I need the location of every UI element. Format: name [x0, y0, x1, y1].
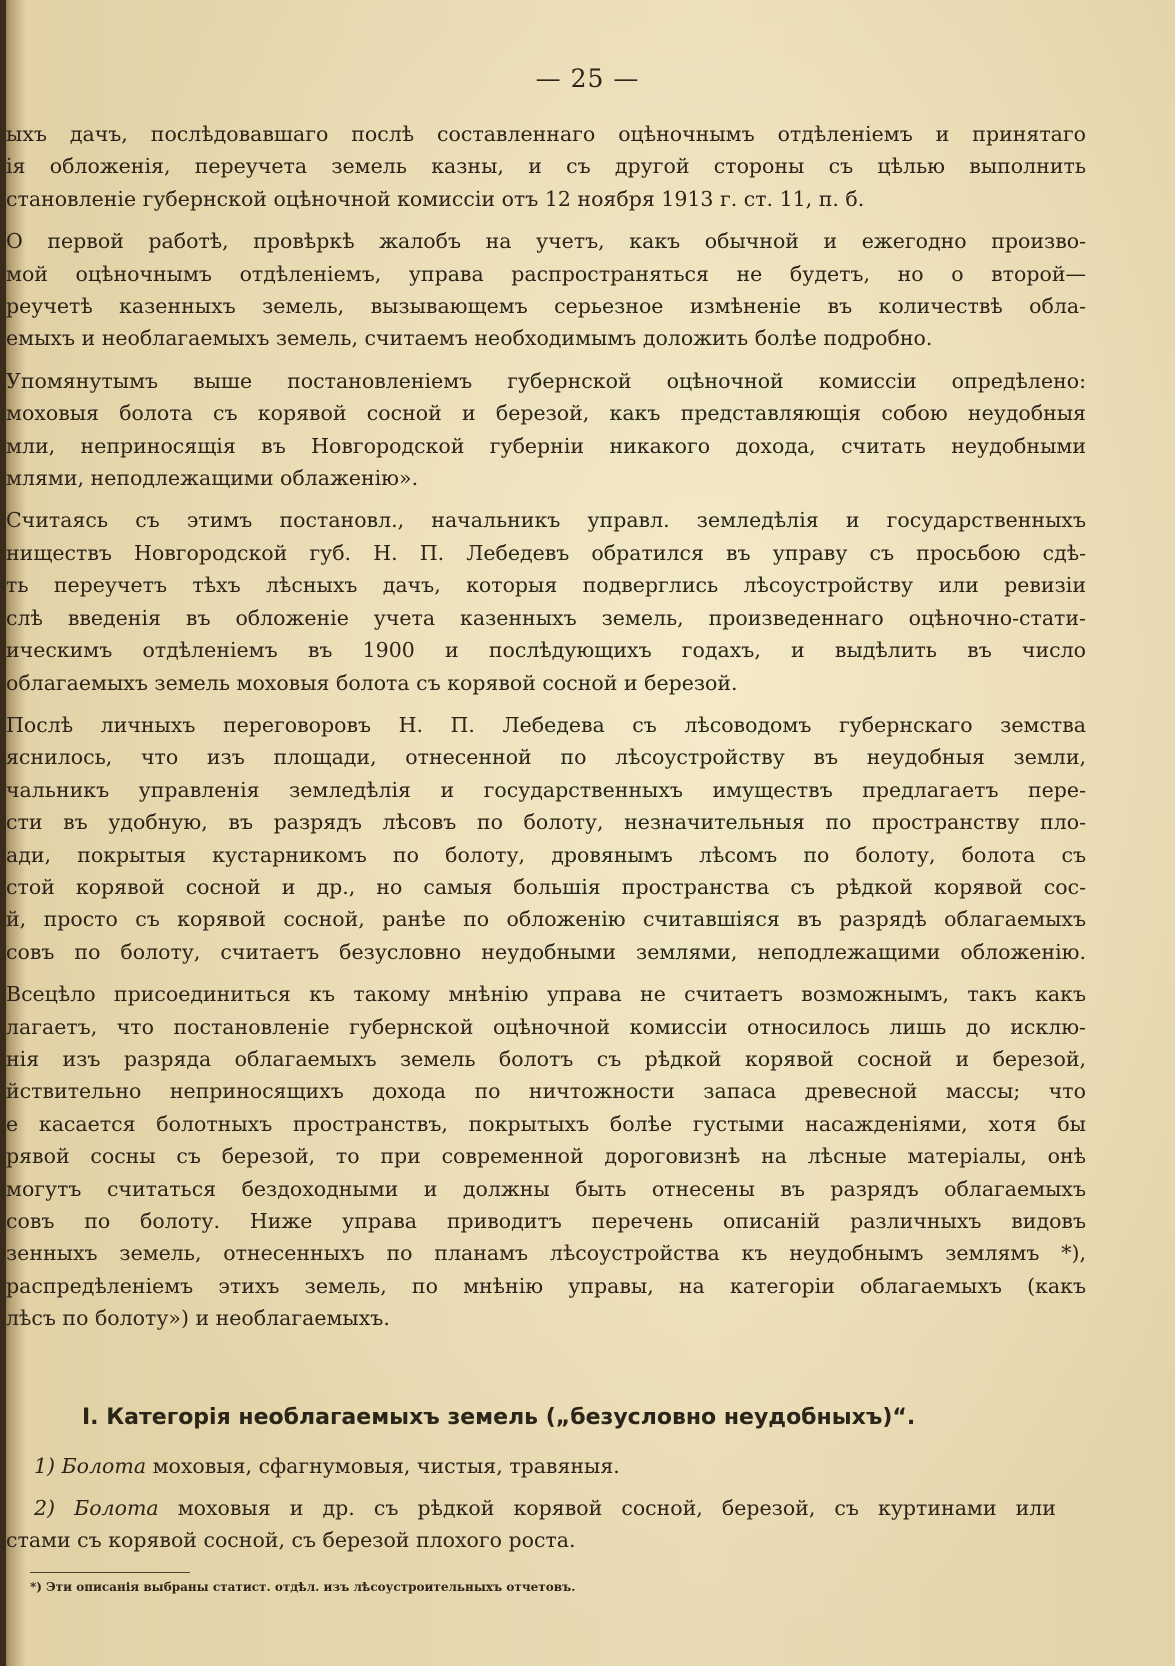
- text-line: могутъ считаться бездоходными и должны быть отнесены въ разрядъ облагаемыхъ: [6, 1176, 1086, 1201]
- list-item-line: [6, 1492, 1056, 1524]
- footnote-rule: [30, 1572, 190, 1573]
- text-line: емыхъ и необлагаемыхъ земель, считаемъ необходимымъ доложить болѣе подробно.: [6, 326, 933, 351]
- category-list: [6, 1450, 1086, 1556]
- text-line: мой оцѣночнымъ отдѣленіемъ, управа распространяться не будетъ, но о второй—: [6, 261, 1086, 286]
- text-line: Всецѣло присоединиться къ такому мнѣнію управа не считаетъ возможнымъ, такъ какъ: [6, 982, 1086, 1007]
- text-line: Послѣ личныхъ переговоровъ Н. П. Лебедева съ лѣсоводомъ губернскаго земства: [6, 712, 1086, 737]
- text-line: сти въ удобную, въ разрядъ лѣсовъ по болоту, незначительныя по пространству пло-: [6, 810, 1086, 835]
- list-item-text: моховыя и др. съ рѣдкой корявой сосной, березой, съ куртинами или: [177, 1496, 1056, 1520]
- text-line: Упомянутымъ выше постановленіемъ губернской оцѣночной комиссіи опредѣлено:: [6, 368, 1086, 393]
- paragraph: [6, 365, 1086, 495]
- body-text: [6, 118, 1086, 1345]
- text-line: Считаясь съ этимъ постановл., начальникъ управл. земледѣлія и государственныхъ: [6, 508, 1086, 533]
- text-line: рявой сосны съ березой, то при современной дороговизнѣ на лѣсные матеріалы, онѣ: [6, 1144, 1086, 1169]
- text-line: О первой работѣ, провѣркѣ жалобъ на учетъ, какъ обычной и ежегодно произво-: [6, 229, 1086, 254]
- text-line: становленіе губернской оцѣночной комиссіи отъ 12 ноября 1913 г. ст. 11, п. б.: [6, 186, 865, 211]
- text-line: стой корявой сосной и др., но самыя большія пространства съ рѣдкой корявой сос-: [6, 874, 1086, 899]
- text-line: ади, покрытыя кустарникомъ по болоту, дровянымъ лѣсомъ по болоту, болота съ: [6, 842, 1086, 867]
- text-line: лагаетъ, что постановленіе губернской оцѣночной комиссіи относилось лишь до исклю-: [6, 1014, 1086, 1039]
- list-item-number: 1): [34, 1454, 56, 1478]
- text-line: млями, неподлежащими облаженію».: [6, 466, 419, 491]
- text-line: слѣ введенія въ обложеніе учета казенныхъ земель, произведеннаго оцѣночно-стати-: [6, 605, 1086, 630]
- paragraph: [6, 225, 1086, 355]
- text-line: ыхъ дачъ, послѣдовавшаго послѣ составленнаго оцѣночнымъ отдѣленіемъ и принятаго: [6, 122, 1086, 146]
- text-line: ть переучетъ тѣхъ лѣсныхъ дачъ, которыя подверглись лѣсоустройству или ревизіи: [6, 573, 1086, 598]
- text-line: распредѣленіемъ этихъ земель, по мнѣнію управы, на категоріи облагаемыхъ (какъ: [6, 1273, 1086, 1298]
- text-line: е касается болотныхъ пространствъ, покрытыхъ болѣе густыми насажденіями, хотя бы: [6, 1111, 1086, 1136]
- paragraph: [6, 118, 1086, 215]
- page-number: — 25 —: [535, 64, 640, 93]
- text-line: лѣсъ по болоту») и необлагаемыхъ.: [6, 1306, 390, 1331]
- section-heading: I. Категорія необлагаемыхъ земель („безусловно неудобныхъ)“.: [82, 1405, 916, 1430]
- list-item-text: стами съ корявой сосной, съ березой плохого роста.: [6, 1528, 576, 1552]
- text-line: ическимъ отдѣленіемъ въ 1900 и послѣдующихъ годахъ, и выдѣлить въ число: [6, 638, 1086, 663]
- text-line: й, просто съ корявой сосной, ранѣе по обложенію считавшіяся въ разрядѣ облагаемыхъ: [6, 907, 1086, 932]
- text-line: ія обложенія, переучета земель казны, и съ другой стороны съ цѣлью выполнить: [6, 154, 1086, 179]
- text-line: облагаемыхъ земель моховыя болота съ корявой сосной и березой.: [6, 670, 738, 695]
- text-line: мли, неприносящія въ Новгородской губерніи никакого дохода, считать неудобными: [6, 433, 1086, 458]
- paragraph: [6, 978, 1086, 1334]
- list-item-line: [6, 1450, 1086, 1482]
- text-line: чальникъ управленія земледѣлія и государственныхъ имуществъ предлагаетъ пере-: [6, 777, 1086, 802]
- text-line: ниществъ Новгородской губ. Н. П. Лебедевъ обратился въ управу съ просьбою сдѣ-: [6, 540, 1086, 565]
- paragraph: [6, 709, 1086, 968]
- list-item-term: Болота: [74, 1496, 159, 1520]
- text-line: реучетѣ казенныхъ земель, вызывающемъ серьезное измѣненіе въ количествѣ обла-: [6, 294, 1086, 319]
- list-item: [6, 1492, 1086, 1556]
- text-line: нія изъ разряда облагаемыхъ земель болотъ съ рѣдкой корявой сосной и березой,: [6, 1046, 1086, 1071]
- text-line: моховыя болота съ корявой сосной и березой, какъ представляющія собою неудобныя: [6, 401, 1086, 426]
- paragraph: [6, 504, 1086, 698]
- list-item-term: Болота: [61, 1454, 147, 1478]
- text-line: яснилось, что изъ площади, отнесенной по лѣсоустройству въ неудобныя земли,: [6, 745, 1086, 770]
- text-line: зенныхъ земель, отнесенныхъ по планамъ лѣсоустройства къ неудобнымъ землямъ *),: [6, 1241, 1086, 1266]
- list-item-number: 2): [34, 1496, 56, 1520]
- text-line: совъ по болоту. Ниже управа приводитъ перечень описаній различныхъ видовъ: [6, 1209, 1086, 1233]
- text-line: совъ по болоту, считаетъ безусловно неудобными землями, неподлежащими обложенію.: [6, 939, 1086, 964]
- list-item-text: моховыя, сфагнумовыя, чистыя, травяныя.: [152, 1454, 620, 1478]
- footnote: *) Эти описанія выбраны статист. отдѣл. изъ лѣсоустроительныхъ отчетовъ.: [30, 1580, 576, 1594]
- text-line: йствительно неприносящихъ дохода по ничтожности запаса древесной массы; что: [6, 1079, 1086, 1104]
- list-item: [6, 1450, 1086, 1482]
